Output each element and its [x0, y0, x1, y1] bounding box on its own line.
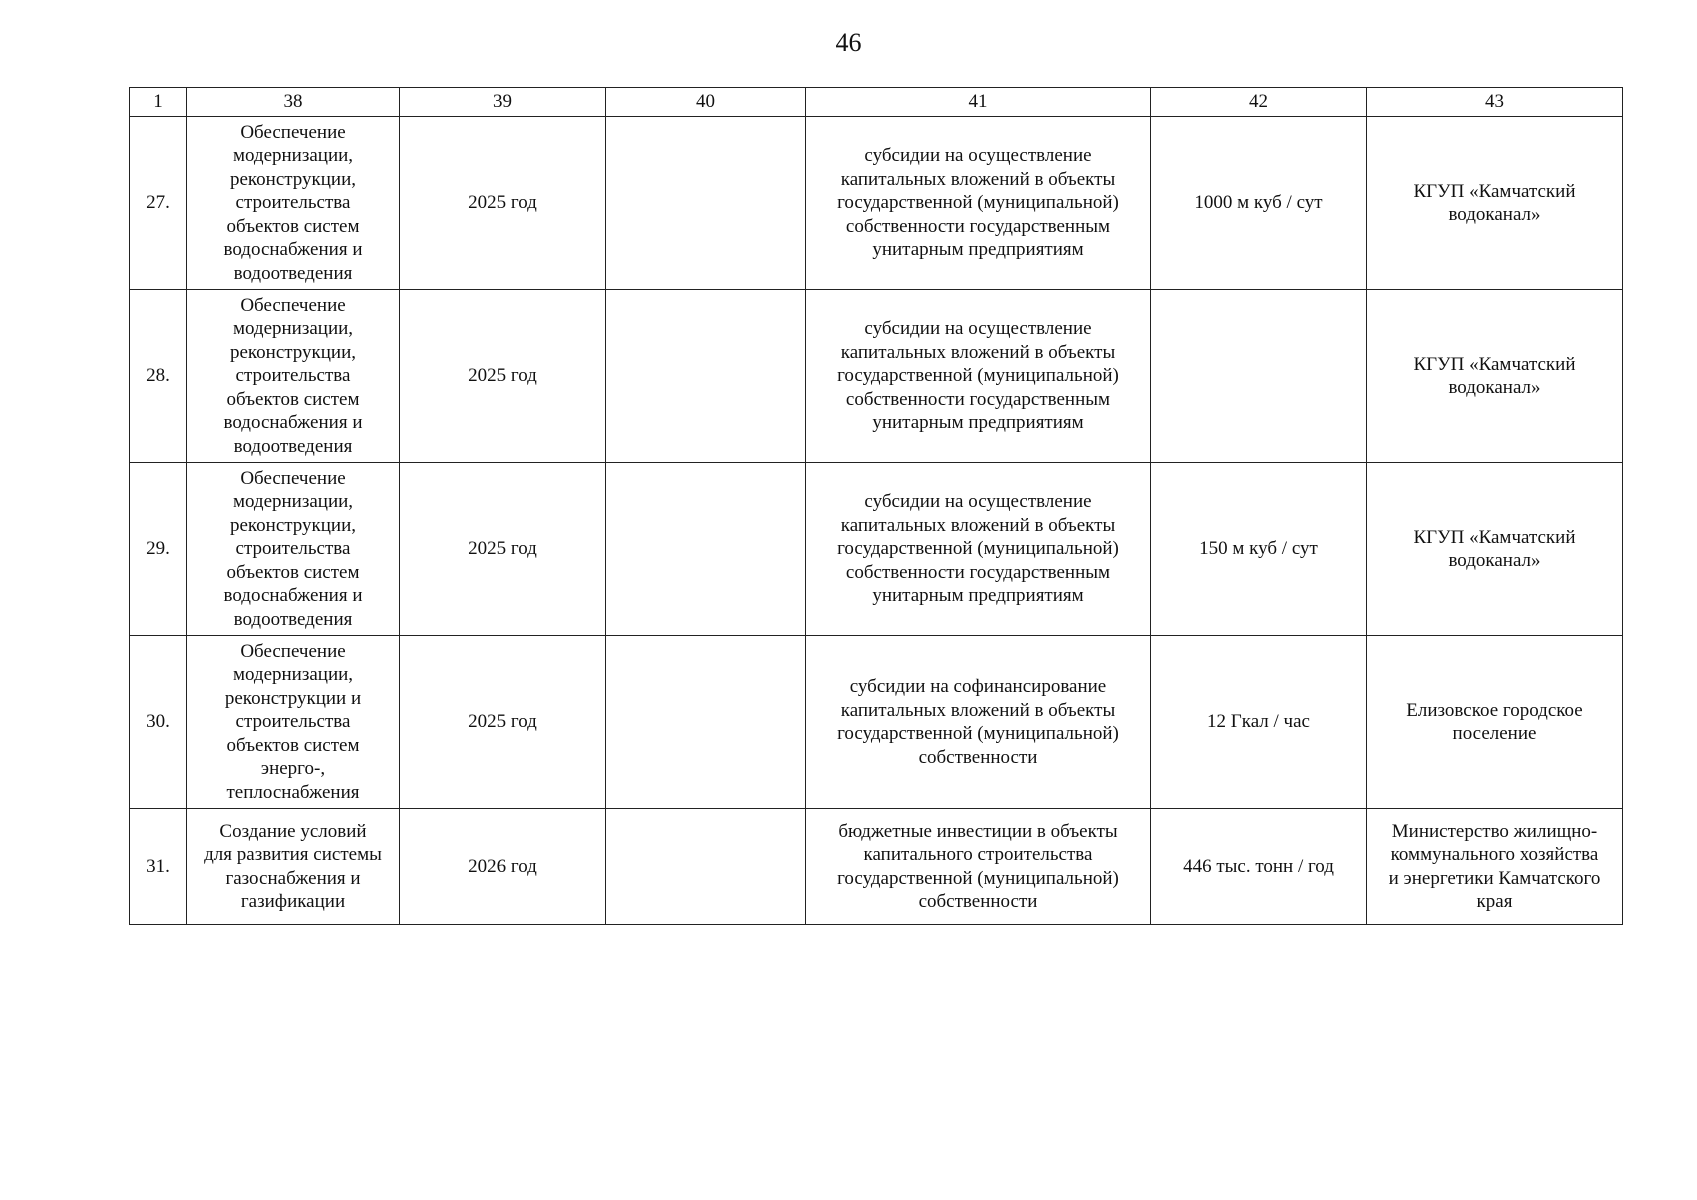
measure-cell: Обеспечение модернизации, реконструкции и строительства объектов систем энерго-, теплоснабжения [187, 636, 400, 809]
year-cell: 2025 год [400, 463, 606, 636]
column-header: 38 [187, 88, 400, 117]
capacity-cell: 150 м куб / сут [1151, 463, 1367, 636]
table-row [130, 809, 1623, 925]
empty-cell [606, 290, 806, 463]
measure-cell: Обеспечение модернизации, реконструкции, строительства объектов систем водоснабжения и водоотведения [187, 290, 400, 463]
capacity-cell: 12 Гкал / час [1151, 636, 1367, 809]
year-cell: 2025 год [400, 290, 606, 463]
funding-cell: субсидии на софинансирование капитальных вложений в объекты государственной (муниципальной) собственности [806, 636, 1151, 809]
capacity-cell: 446 тыс. тонн / год [1151, 809, 1367, 925]
row-number-cell: 30. [130, 636, 187, 809]
row-number-cell: 29. [130, 463, 187, 636]
measure-cell: Обеспечение модернизации, реконструкции, строительства объектов систем водоснабжения и водоотведения [187, 117, 400, 290]
funding-cell: субсидии на осуществление капитальных вложений в объекты государственной (муниципальной) собственности государственным унитарным предприятиям [806, 290, 1151, 463]
empty-cell [606, 636, 806, 809]
column-header: 41 [806, 88, 1151, 117]
table-header-row [130, 88, 1623, 117]
empty-cell [606, 117, 806, 290]
column-header: 1 [130, 88, 187, 117]
capacity-cell [1151, 290, 1367, 463]
page-number: 46 [835, 28, 862, 57]
recipient-cell: КГУП «Камчатский водоканал» [1367, 290, 1623, 463]
funding-cell: бюджетные инвестиции в объекты капитального строительства государственной (муниципальной) собственности [806, 809, 1151, 925]
table-row [130, 290, 1623, 463]
year-cell: 2025 год [400, 117, 606, 290]
measure-cell: Обеспечение модернизации, реконструкции, строительства объектов систем водоснабжения и водоотведения [187, 463, 400, 636]
column-header: 40 [606, 88, 806, 117]
funding-cell: субсидии на осуществление капитальных вложений в объекты государственной (муниципальной) собственности государственным унитарным предприятиям [806, 463, 1151, 636]
measure-cell: Создание условий для развития системы газоснабжения и газификации [187, 809, 400, 925]
empty-cell [606, 809, 806, 925]
row-number-cell: 27. [130, 117, 187, 290]
recipient-cell: Елизовское городское поселение [1367, 636, 1623, 809]
data-table [129, 87, 1623, 925]
column-header: 39 [400, 88, 606, 117]
table-row [130, 463, 1623, 636]
row-number-cell: 31. [130, 809, 187, 925]
empty-cell [606, 463, 806, 636]
year-cell: 2026 год [400, 809, 606, 925]
column-header: 43 [1367, 88, 1623, 117]
column-header: 42 [1151, 88, 1367, 117]
table-row [130, 117, 1623, 290]
recipient-cell: Министерство жилищно- коммунального хозяйства и энергетики Камчатского края [1367, 809, 1623, 925]
row-number-cell: 28. [130, 290, 187, 463]
recipient-cell: КГУП «Камчатский водоканал» [1367, 117, 1623, 290]
recipient-cell: КГУП «Камчатский водоканал» [1367, 463, 1623, 636]
table-row [130, 636, 1623, 809]
year-cell: 2025 год [400, 636, 606, 809]
funding-cell: субсидии на осуществление капитальных вложений в объекты государственной (муниципальной) собственности государственным унитарным предприятиям [806, 117, 1151, 290]
capacity-cell: 1000 м куб / сут [1151, 117, 1367, 290]
